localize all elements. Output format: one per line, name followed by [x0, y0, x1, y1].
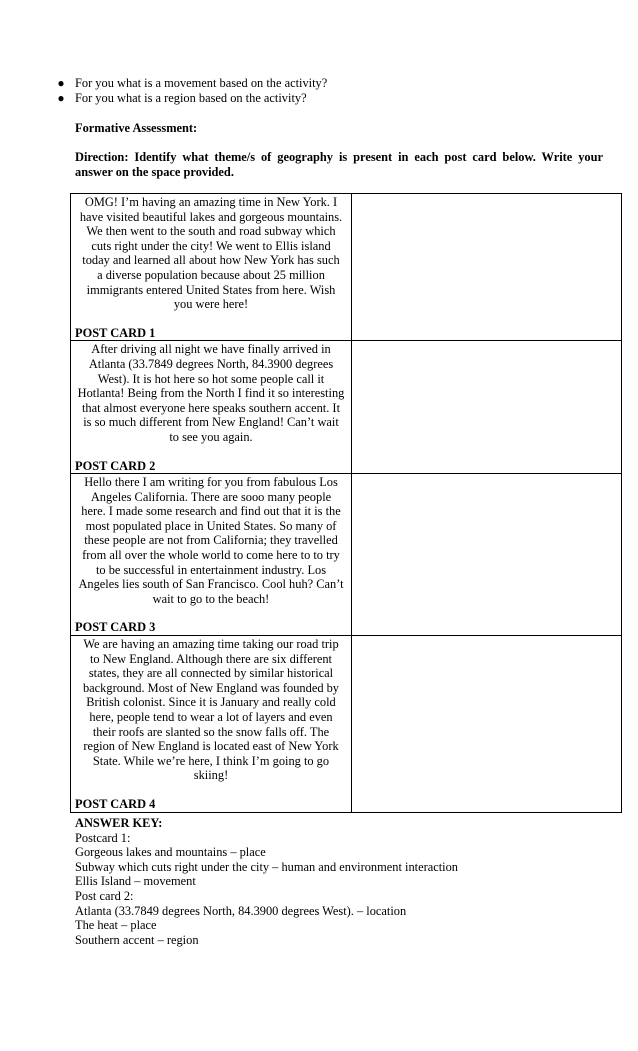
- postcard-line: to see you again.: [169, 429, 253, 444]
- postcard-line: today and learned all about how New York has such: [82, 253, 340, 268]
- list-item: [55, 76, 595, 91]
- postcard-text-cell: [71, 194, 352, 341]
- postcard-label: POST CARD 4: [75, 796, 156, 811]
- postcard-line: Atlanta (33.7849 degrees North, 84.3900 degrees: [88, 356, 334, 371]
- postcard-line: immigrants entered United States from here. Wish: [86, 282, 336, 297]
- postcard-label: POST CARD 2: [75, 458, 156, 473]
- answer-key-title: ANSWER KEY:: [75, 816, 163, 830]
- postcard-line: here. I made some research and find out that it is the: [81, 504, 341, 519]
- answer-cell[interactable]: [352, 194, 622, 341]
- answer-key-line: Subway which cuts right under the city – human and environment interaction: [75, 859, 458, 874]
- direction-text: Direction: Identify what theme/s of geography is present in each post card below. Write your answer on the space provided.: [75, 150, 603, 179]
- postcard-line: skiing!: [193, 768, 229, 783]
- postcard-line: After driving all night we have finally arrived in: [91, 342, 331, 357]
- postcard-line: region of New England is located east of New York: [83, 739, 339, 754]
- table-row: [71, 474, 622, 636]
- postcard-line: to be successful in entertainment industry. Los: [95, 562, 327, 577]
- postcard-line: wait to go to the beach!: [152, 591, 270, 606]
- postcard-line: background. Most of New England was founded by: [82, 680, 340, 695]
- postcard-body: [71, 474, 351, 606]
- question-text: For you what is a region based on the activity?: [75, 91, 307, 105]
- answer-cell[interactable]: [352, 474, 622, 636]
- postcard-line: their roofs are slanted so the snow falls off. The: [92, 724, 330, 739]
- postcard-line: Angeles lies south of San Francisco. Cool huh? Can’t: [78, 577, 344, 592]
- table-row: [71, 194, 622, 341]
- table-row: [71, 341, 622, 474]
- question-text: For you what is a movement based on the activity?: [75, 76, 328, 90]
- postcard-line: to New England. Although there are six different: [89, 651, 332, 666]
- postcard-text-cell: [71, 341, 352, 474]
- postcard-line: We then went to the south and road subway which: [86, 224, 336, 239]
- postcard-text-cell: [71, 474, 352, 636]
- postcard-body: [71, 636, 351, 783]
- answer-key-line: Ellis Island – movement: [75, 874, 196, 889]
- bullet-icon: ●: [57, 91, 65, 105]
- answer-key-line: Postcard 1:: [75, 830, 131, 845]
- list-item: [55, 91, 595, 106]
- postcard-line: British colonist. Since it is January and really cold: [86, 695, 336, 710]
- answer-key-line: Gorgeous lakes and mountains – place: [75, 845, 266, 860]
- answer-key-line: The heat – place: [75, 918, 157, 933]
- postcard-line: most populated place in United States. So many of: [85, 518, 337, 533]
- postcard-line: OMG! I’m having an amazing time in New York. I: [84, 195, 338, 209]
- postcard-line: these people are not from California; they travelled: [84, 533, 338, 548]
- postcard-line: here, people tend to wear a lot of layers and even: [89, 710, 333, 724]
- answer-key-line: Southern accent – region: [75, 932, 199, 947]
- postcard-line: West). It is hot here so hot some people call it: [97, 371, 325, 386]
- answer-cell[interactable]: [352, 636, 622, 813]
- postcard-line: Angeles California. There are sooo many people: [90, 489, 332, 504]
- answer-cell[interactable]: [352, 341, 622, 474]
- postcard-text-cell: [71, 636, 352, 813]
- postcard-line: We are having an amazing time taking our road trip: [83, 637, 339, 652]
- postcard-line: have visited beautiful lakes and gorgeous mountains.: [79, 209, 343, 224]
- answer-key: [75, 816, 615, 947]
- postcard-line: that almost everyone here speaks southern accent. It: [81, 400, 341, 415]
- postcard-line: you were here!: [173, 297, 249, 312]
- postcard-line: from all over the whole world to come here to to try: [82, 548, 340, 563]
- table-row: [71, 636, 622, 813]
- answer-key-line: Atlanta (33.7849 degrees North, 84.3900 degrees West). – location: [75, 903, 407, 918]
- formative-assessment-heading: Formative Assessment:: [75, 121, 198, 135]
- answer-key-line: Post card 2:: [75, 888, 134, 903]
- postcard-line: a diverse population because about 25 million: [97, 267, 325, 282]
- postcard-line: is so much different from New England! Can’t wait: [83, 415, 339, 430]
- postcard-line: states, they are all connected by similar historical: [88, 666, 334, 681]
- postcard-line: State. While we’re here, I think I’m going to go: [92, 753, 330, 768]
- postcard-label: POST CARD 1: [75, 325, 156, 340]
- postcard-label: POST CARD 3: [75, 620, 156, 635]
- postcard-line: cuts right under the city! We went to Ellis island: [91, 238, 331, 253]
- postcard-line: Hello there I am writing for you from fabulous Los: [84, 475, 338, 490]
- postcard-table: [70, 193, 622, 813]
- postcard-body: [71, 194, 351, 312]
- postcard-line: Hotlanta! Being from the North I find it so interesting: [77, 386, 345, 401]
- question-list: [55, 76, 595, 106]
- bullet-icon: ●: [57, 76, 65, 90]
- postcard-body: [71, 341, 351, 444]
